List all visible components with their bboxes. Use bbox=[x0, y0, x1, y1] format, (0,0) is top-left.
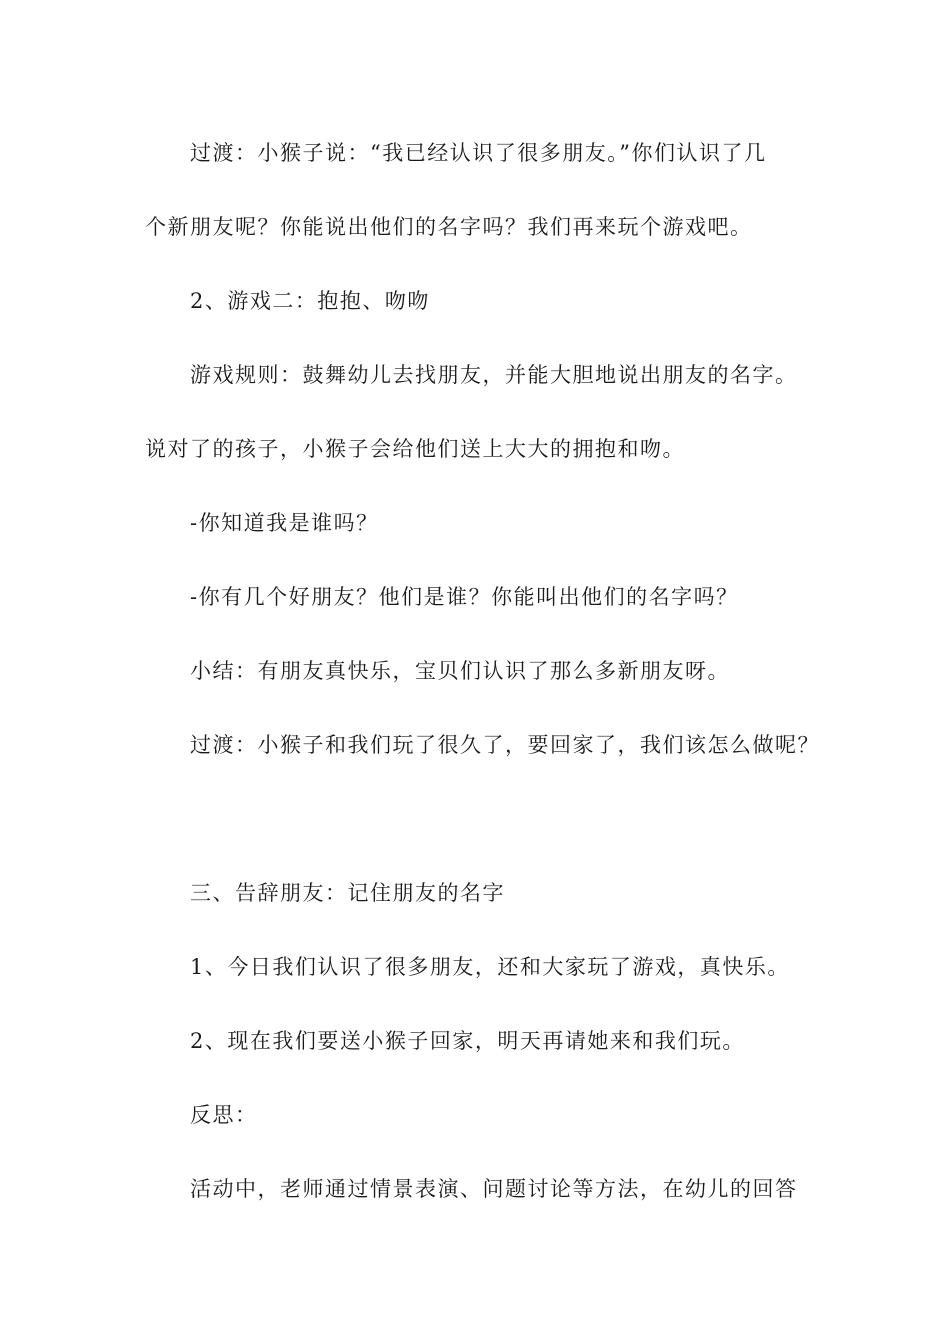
item-two: 2、现在我们要送小猴子回家，明天再请她来和我们玩。 bbox=[190, 1029, 745, 1053]
dialog-question-2: -你有几个好朋友？他们是谁？你能叫出他们的名字吗？ bbox=[190, 585, 739, 609]
paragraph-transition-line-1: 过渡：小猴子说：“我已经认识了很多朋友。”你们认识了几 bbox=[190, 141, 767, 165]
game-rules-line-2: 说对了的孩子，小猴子会给他们送上大大的拥抱和吻。 bbox=[145, 437, 685, 461]
paragraph-transition-line-2: 个新朋友呢？你能说出他们的名字吗？我们再来玩个游戏吧。 bbox=[145, 215, 753, 239]
summary-line: 小结：有朋友真快乐，宝贝们认识了那么多新朋友呀。 bbox=[190, 659, 730, 683]
dialog-question-1: -你知道我是谁吗？ bbox=[190, 511, 379, 535]
section-three-heading: 三、告辞朋友：记住朋友的名字 bbox=[190, 881, 505, 905]
item-one: 1、今日我们认识了很多朋友，还和大家玩了游戏，真快乐。 bbox=[190, 955, 790, 979]
game-two-heading: 2、游戏二：抱抱、吻吻 bbox=[190, 289, 430, 313]
game-rules-line-1: 游戏规则：鼓舞幼儿去找朋友，并能大胆地说出朋友的名字。 bbox=[190, 363, 798, 387]
reflection-heading: 反思： bbox=[190, 1103, 258, 1127]
reflection-text-line-1: 活动中，老师通过情景表演、问题讨论等方法，在幼儿的回答 bbox=[190, 1177, 798, 1201]
transition-line-2: 过渡：小猴子和我们玩了很久了，要回家了，我们该怎么做呢？ bbox=[190, 733, 820, 757]
